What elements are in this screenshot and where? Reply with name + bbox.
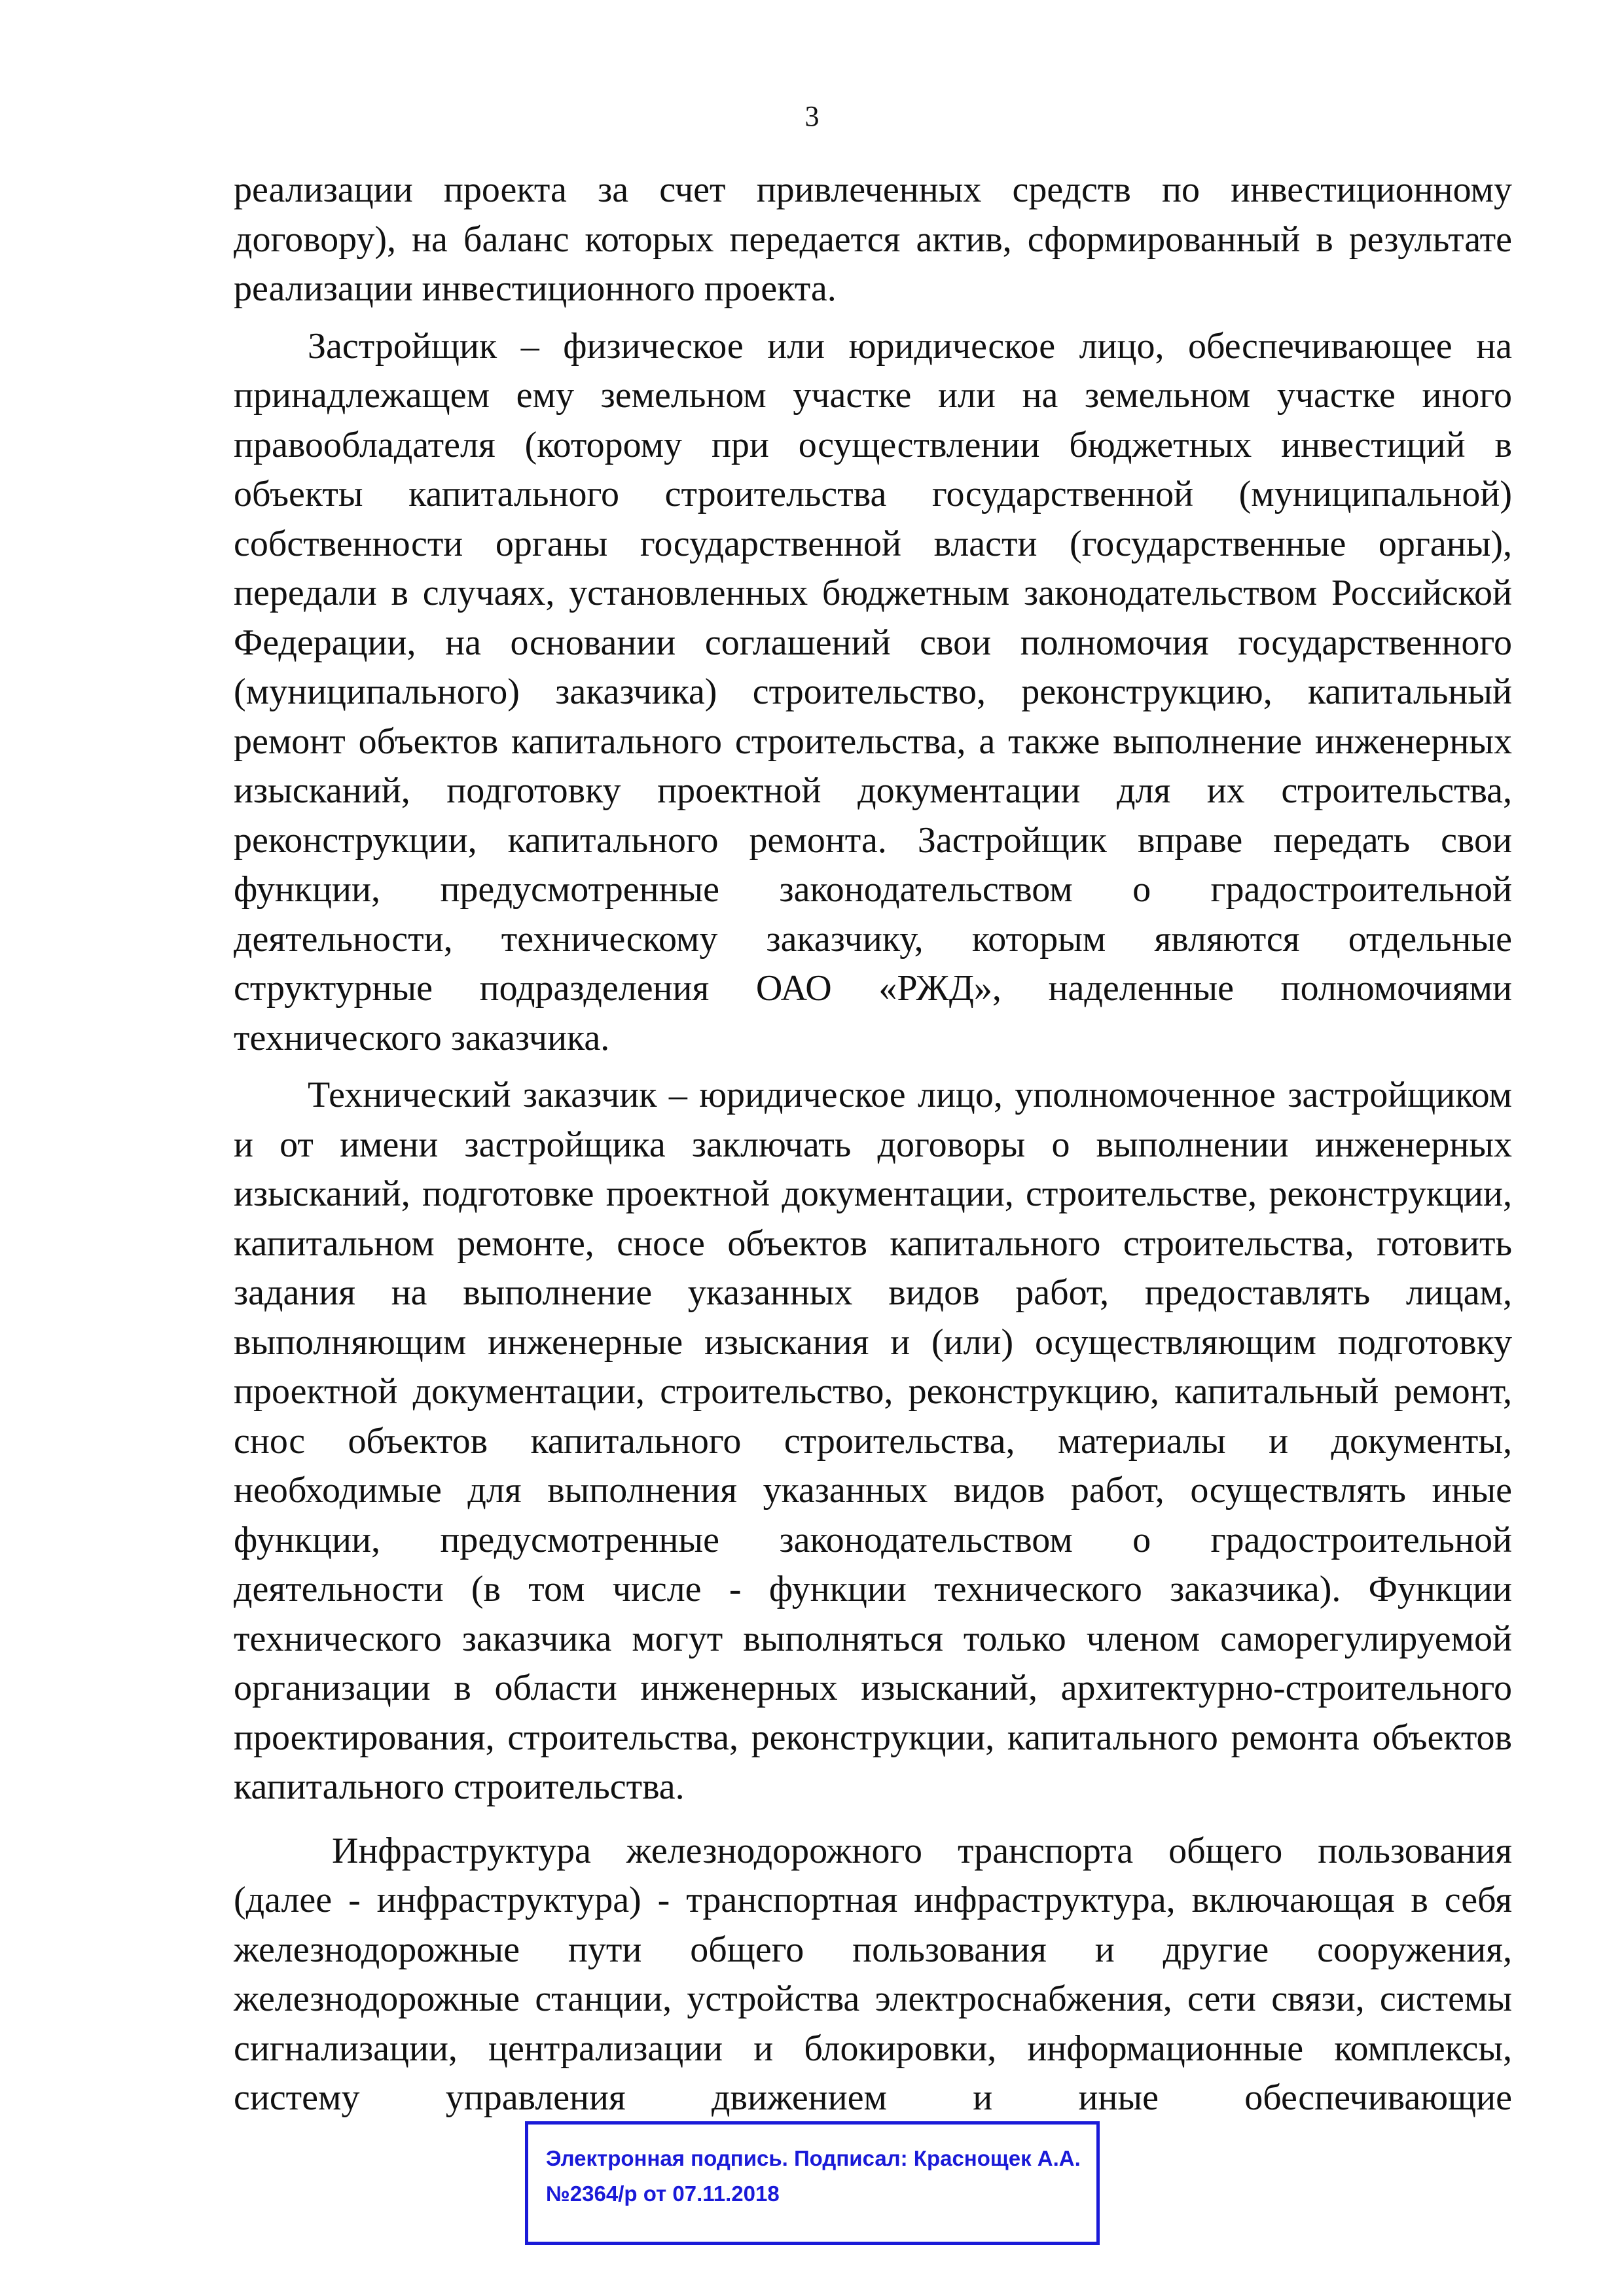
paragraph-technical-customer-definition: Технический заказчик – юридическое лицо, уполномоченное застройщиком и от имени застройщика заключать договоры о выполнении инженерных изысканий, подготовке проектной документации, строительстве, реконструкции, капитальном ремонте, сносе объектов капитального строительства, готовить задания на выполнение указанных видов работ, предоставлять лицам, выполняющим инженерные изыскания и (или) осуществляющим подготовку проектной документации, строительство, реконструкцию, капитальный ремонт, снос объектов капитального строительства, материалы и документы, необходимые для выполнения указанных видов работ, осуществлять иные функции, предусмотренные законодательством о градостроительной деятельности (в том числе - функции технического заказчика). Функции технического заказчика могут выполняться только членом саморегулируемой организации в области инженерных изысканий, архитектурно-строительного проектирования, строительства, реконструкции, капитального ремонта объектов капитального строительства. <box>234 1075 1512 1807</box>
paragraph-developer-definition: Застройщик – физическое или юридическое лицо, обеспечивающее на принадлежащем ему земельном участке или на земельном участке иного правообладателя (которому при осуществлении бюджетных инвестиций в объекты капитального строительства государственной (муниципальной) собственности органы государственной власти (государственные органы), передали в случаях, установленных бюджетным законодательством Российской Федерации, на основании соглашений свои полномочия государственного (муниципального) заказчика) строительство, реконструкцию, капитальный ремонт объектов капитального строительства, а также выполнение инженерных изысканий, подготовку проектной документации для их строительства, реконструкции, капитального ремонта. Застройщик вправе передать свои функции, предусмотренные законодательством о градостроительной деятельности, техническому заказчику, которым являются отдельные структурные подразделения ОАО «РЖД», наделенные полномочиями технического заказчика. <box>234 325 1512 1058</box>
paragraph-investment-continuation: реализации проекта за счет привлеченных средств по инвестиционному договору), на баланс которых передается актив, сформированный в результате реализации инвестиционного проекта. <box>234 170 1512 309</box>
signature-order-line: №2364/р от 07.11.2018 <box>546 2181 780 2206</box>
page-number: 3 <box>804 100 820 132</box>
signature-signer-line: Электронная подпись. Подписал: Краснощек А.А. <box>546 2146 1081 2170</box>
electronic-signature-stamp <box>525 2121 1100 2245</box>
paragraph-infrastructure-definition: Инфраструктура железнодорожного транспорта общего пользования (далее - инфраструктура) - транспортная инфраструктура, включающая в себя железнодорожные пути общего пользования и другие сооружения, железнодорожные станции, устройства электроснабжения, сети связи, системы сигнализации, централизации и блокировки, информационные комплексы, систему управления движением и иные обеспечивающие <box>234 1830 1512 2118</box>
document-body <box>234 166 1512 2123</box>
